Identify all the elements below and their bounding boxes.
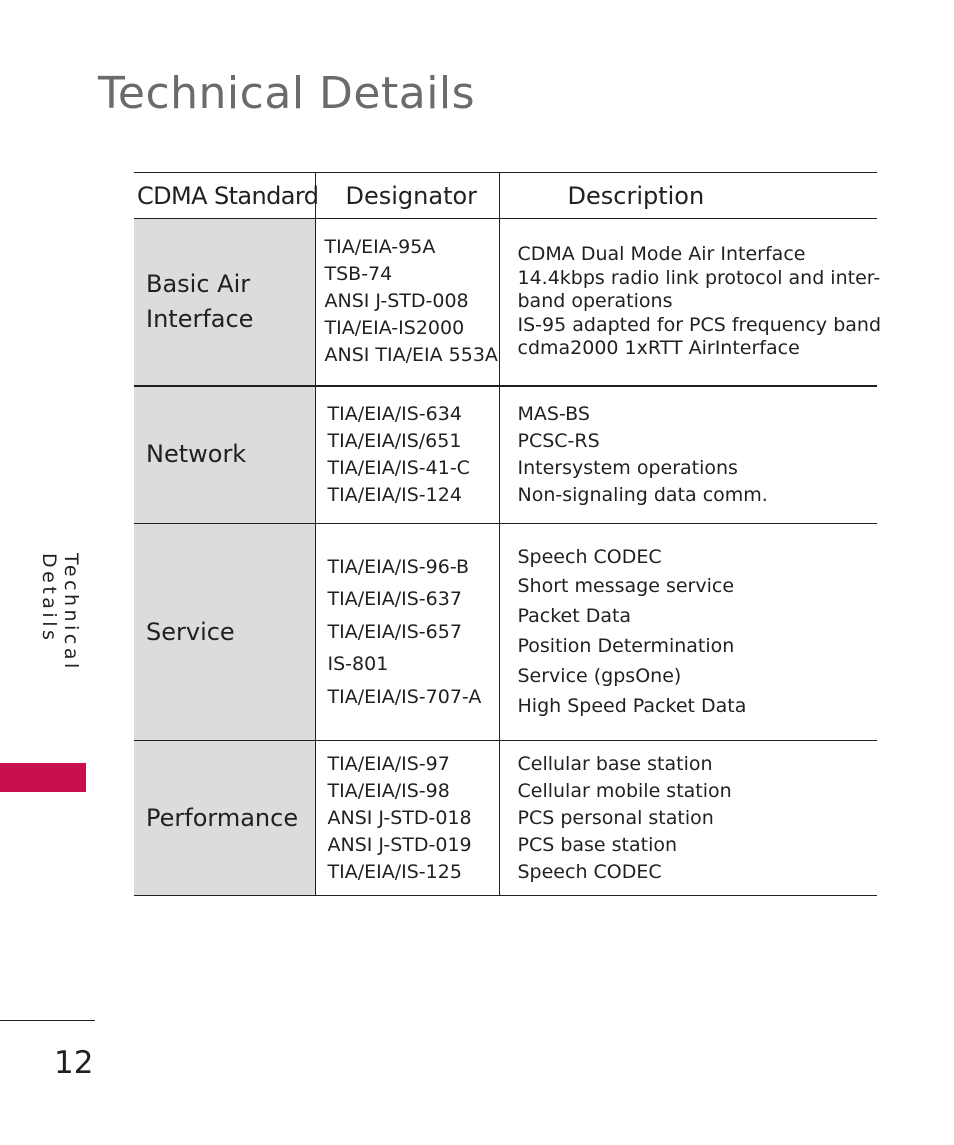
designator-item: TIA/EIA/IS-124 xyxy=(327,483,462,506)
description-item: Cellular mobile station xyxy=(517,779,732,802)
table-row xyxy=(134,219,877,386)
description-item: band operations xyxy=(517,290,673,312)
description-item: PCS base station xyxy=(517,833,678,856)
standard-cell xyxy=(134,524,315,741)
description-item: PCSC-RS xyxy=(517,429,600,452)
description-item: Short message service xyxy=(517,575,735,598)
description-item: Non-signaling data comm. xyxy=(517,483,768,506)
designator-cell xyxy=(315,741,499,896)
designator-item: ANSI J-STD-019 xyxy=(327,833,472,856)
footer-rule xyxy=(0,1020,95,1021)
designator-item: TIA/EIA/IS-125 xyxy=(327,860,462,883)
description-cell xyxy=(499,524,877,741)
standard-cell xyxy=(134,386,315,524)
standard-label: Interface xyxy=(146,304,254,333)
designator-item: TIA/EIA/IS-707-A xyxy=(327,685,482,708)
designator-item: ANSI TIA/EIA 553A xyxy=(324,344,498,367)
designator-item: IS-801 xyxy=(327,653,389,676)
table-row xyxy=(134,524,877,741)
section-tab-marker xyxy=(0,763,86,792)
description-item: PCS personal station xyxy=(517,806,714,829)
designator-item: TIA/EIA/IS-637 xyxy=(327,588,462,611)
designator-item: TIA/EIA/IS-657 xyxy=(327,620,462,643)
description-item: High Speed Packet Data xyxy=(517,694,747,717)
description-item: CDMA Dual Mode Air Interface xyxy=(517,243,806,265)
designator-item: TSB-74 xyxy=(324,263,393,286)
header-description: Description xyxy=(499,173,877,219)
description-item: Position Determination xyxy=(517,635,735,657)
table-row xyxy=(134,386,877,524)
header-cdma-standard: CDMA Standard xyxy=(134,173,315,219)
description-cell xyxy=(499,741,877,896)
description-cell xyxy=(499,219,882,386)
designator-item: TIA/EIA-95A xyxy=(324,236,436,259)
description-item: Packet Data xyxy=(517,605,632,628)
description-item: cdma2000 1xRTT AirInterface xyxy=(517,337,800,359)
description-item: MAS-BS xyxy=(517,402,590,425)
description-item: Speech CODEC xyxy=(517,860,662,883)
designator-item: TIA/EIA/IS-96-B xyxy=(327,555,470,578)
description-item: 14.4kbps radio link protocol and inter- xyxy=(517,266,881,289)
designator-cell xyxy=(315,386,499,524)
designator-item: TIA/EIA-IS2000 xyxy=(324,317,465,340)
description-item: Speech CODEC xyxy=(517,545,662,568)
designator-cell xyxy=(315,219,499,386)
cdma-standards-table xyxy=(134,172,882,896)
standard-label: Basic Air xyxy=(146,269,251,298)
description-item: IS-95 adapted for PCS frequency band xyxy=(517,313,882,336)
designator-cell xyxy=(315,524,499,741)
designator-item: ANSI J-STD-008 xyxy=(324,290,469,313)
designator-item: ANSI J-STD-018 xyxy=(327,806,472,829)
standard-label: Network xyxy=(146,440,247,469)
table-header-row xyxy=(134,173,877,219)
standard-label: Performance xyxy=(146,803,299,832)
table-row xyxy=(134,741,877,896)
designator-item: TIA/EIA/IS/651 xyxy=(327,429,462,452)
header-designator: Designator xyxy=(315,173,499,219)
standard-cell xyxy=(134,219,315,386)
standard-cell xyxy=(134,741,315,896)
designator-item: TIA/EIA/IS-41-C xyxy=(327,456,470,479)
designator-item: TIA/EIA/IS-97 xyxy=(327,752,450,775)
page-title: Technical Details xyxy=(98,68,476,119)
description-item: Intersystem operations xyxy=(517,456,738,479)
description-item: Cellular base station xyxy=(517,752,713,775)
designator-item: TIA/EIA/IS-634 xyxy=(327,402,462,425)
description-item: Service (gpsOne) xyxy=(517,664,682,687)
designator-item: TIA/EIA/IS-98 xyxy=(327,779,450,802)
description-cell xyxy=(499,386,877,524)
side-section-label: Technical Details xyxy=(38,553,82,672)
page-number: 12 xyxy=(54,1045,94,1081)
standard-label: Service xyxy=(146,617,235,646)
